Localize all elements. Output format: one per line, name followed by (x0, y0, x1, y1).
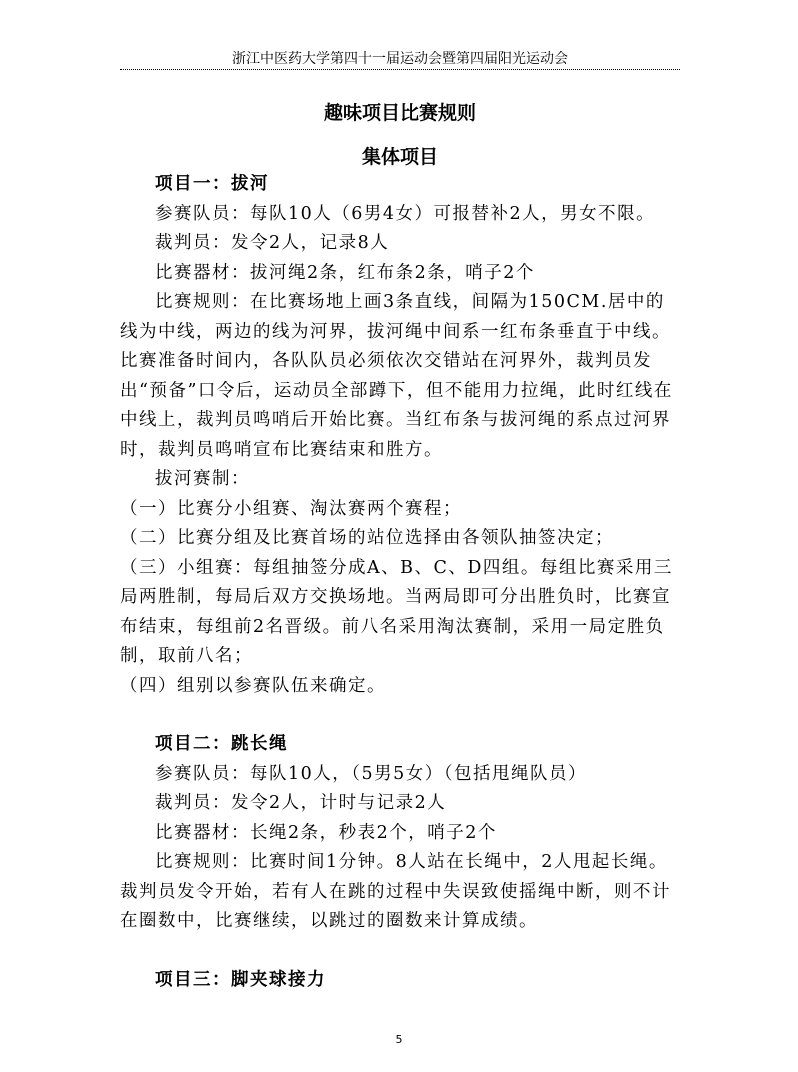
item1-referees: 裁判员：发令2人，记录8人 (155, 233, 390, 253)
item1-format-item: （二）比赛分组及比赛首场的站位选择由各领队抽签决定； (120, 528, 614, 548)
document-body (120, 170, 682, 995)
running-header: 浙江中医药大学第四十一届运动会暨第四届阳光运动会 (232, 51, 568, 67)
item2-rules: 比赛规则：比赛时间1分钟。8人站在长绳中，2人甩起长绳。裁判员发令开始，若有人在跳的过程中失误致使摇绳中断，则不计在圈数中，比赛继续，以跳过的圈数来计算成绩。 (120, 852, 671, 931)
item1-format-item: （四）组别以参赛队伍来确定。 (120, 675, 386, 696)
header-rule (120, 69, 680, 70)
section-subtitle: 集体项目 (361, 146, 438, 168)
spacer (120, 937, 682, 966)
item2-equipment: 比赛器材：长绳2条，秒表2个，哨子2个 (155, 822, 497, 843)
page-title: 趣味项目比赛规则 (323, 102, 476, 124)
item1-rules: 比赛规则：在比赛场地上画3条直线，间隔为150CM.居中的线为中线，两边的线为河界，拔河绳中间系一红布条垂直于中线。比赛准备时间内，各队队员必须依次交错站在河界外，裁判员发出“预备”口令后，运动员全部蹲下，但不能用力拉绳，此时红线在中线上，裁判员鸣哨后开始比赛。当红布条与拔河绳的系点过河界时，裁判员鸣哨宣布比赛结束和胜方。 (120, 292, 673, 460)
item1-format-item: （三）小组赛：每组抽签分成A、B、C、D四组。每组比赛采用三局两胜制，每局后双方交换场地。当两局即可分出胜负时，比赛宣布结束，每组前2名晋级。前八名采用淘汰赛制，采用一局定胜负制，取前八名； (120, 557, 673, 666)
item2-referees: 裁判员：发令2人，计时与记录2人 (155, 793, 447, 813)
item3-heading: 项目三：脚夹球接力 (155, 969, 326, 990)
item1-heading: 项目一：拔河 (155, 174, 269, 194)
item1-participants: 参赛队员：每队10人（6男4女）可报替补2人，男女不限。 (155, 203, 656, 224)
item1-equipment: 比赛器材：拔河绳2条，红布条2条，哨子2个 (155, 262, 535, 283)
item2-heading: 项目二：跳长绳 (155, 734, 288, 754)
spacer (120, 701, 682, 730)
item1-format-item: （一）比赛分小组赛、淘汰赛两个赛程； (120, 498, 462, 519)
item2-participants: 参赛队员：每队10人，（5男5女）（包括甩绳队员） (155, 763, 588, 784)
page-number: 5 (395, 1033, 403, 1046)
item1-format-title: 拔河赛制： (155, 469, 250, 489)
